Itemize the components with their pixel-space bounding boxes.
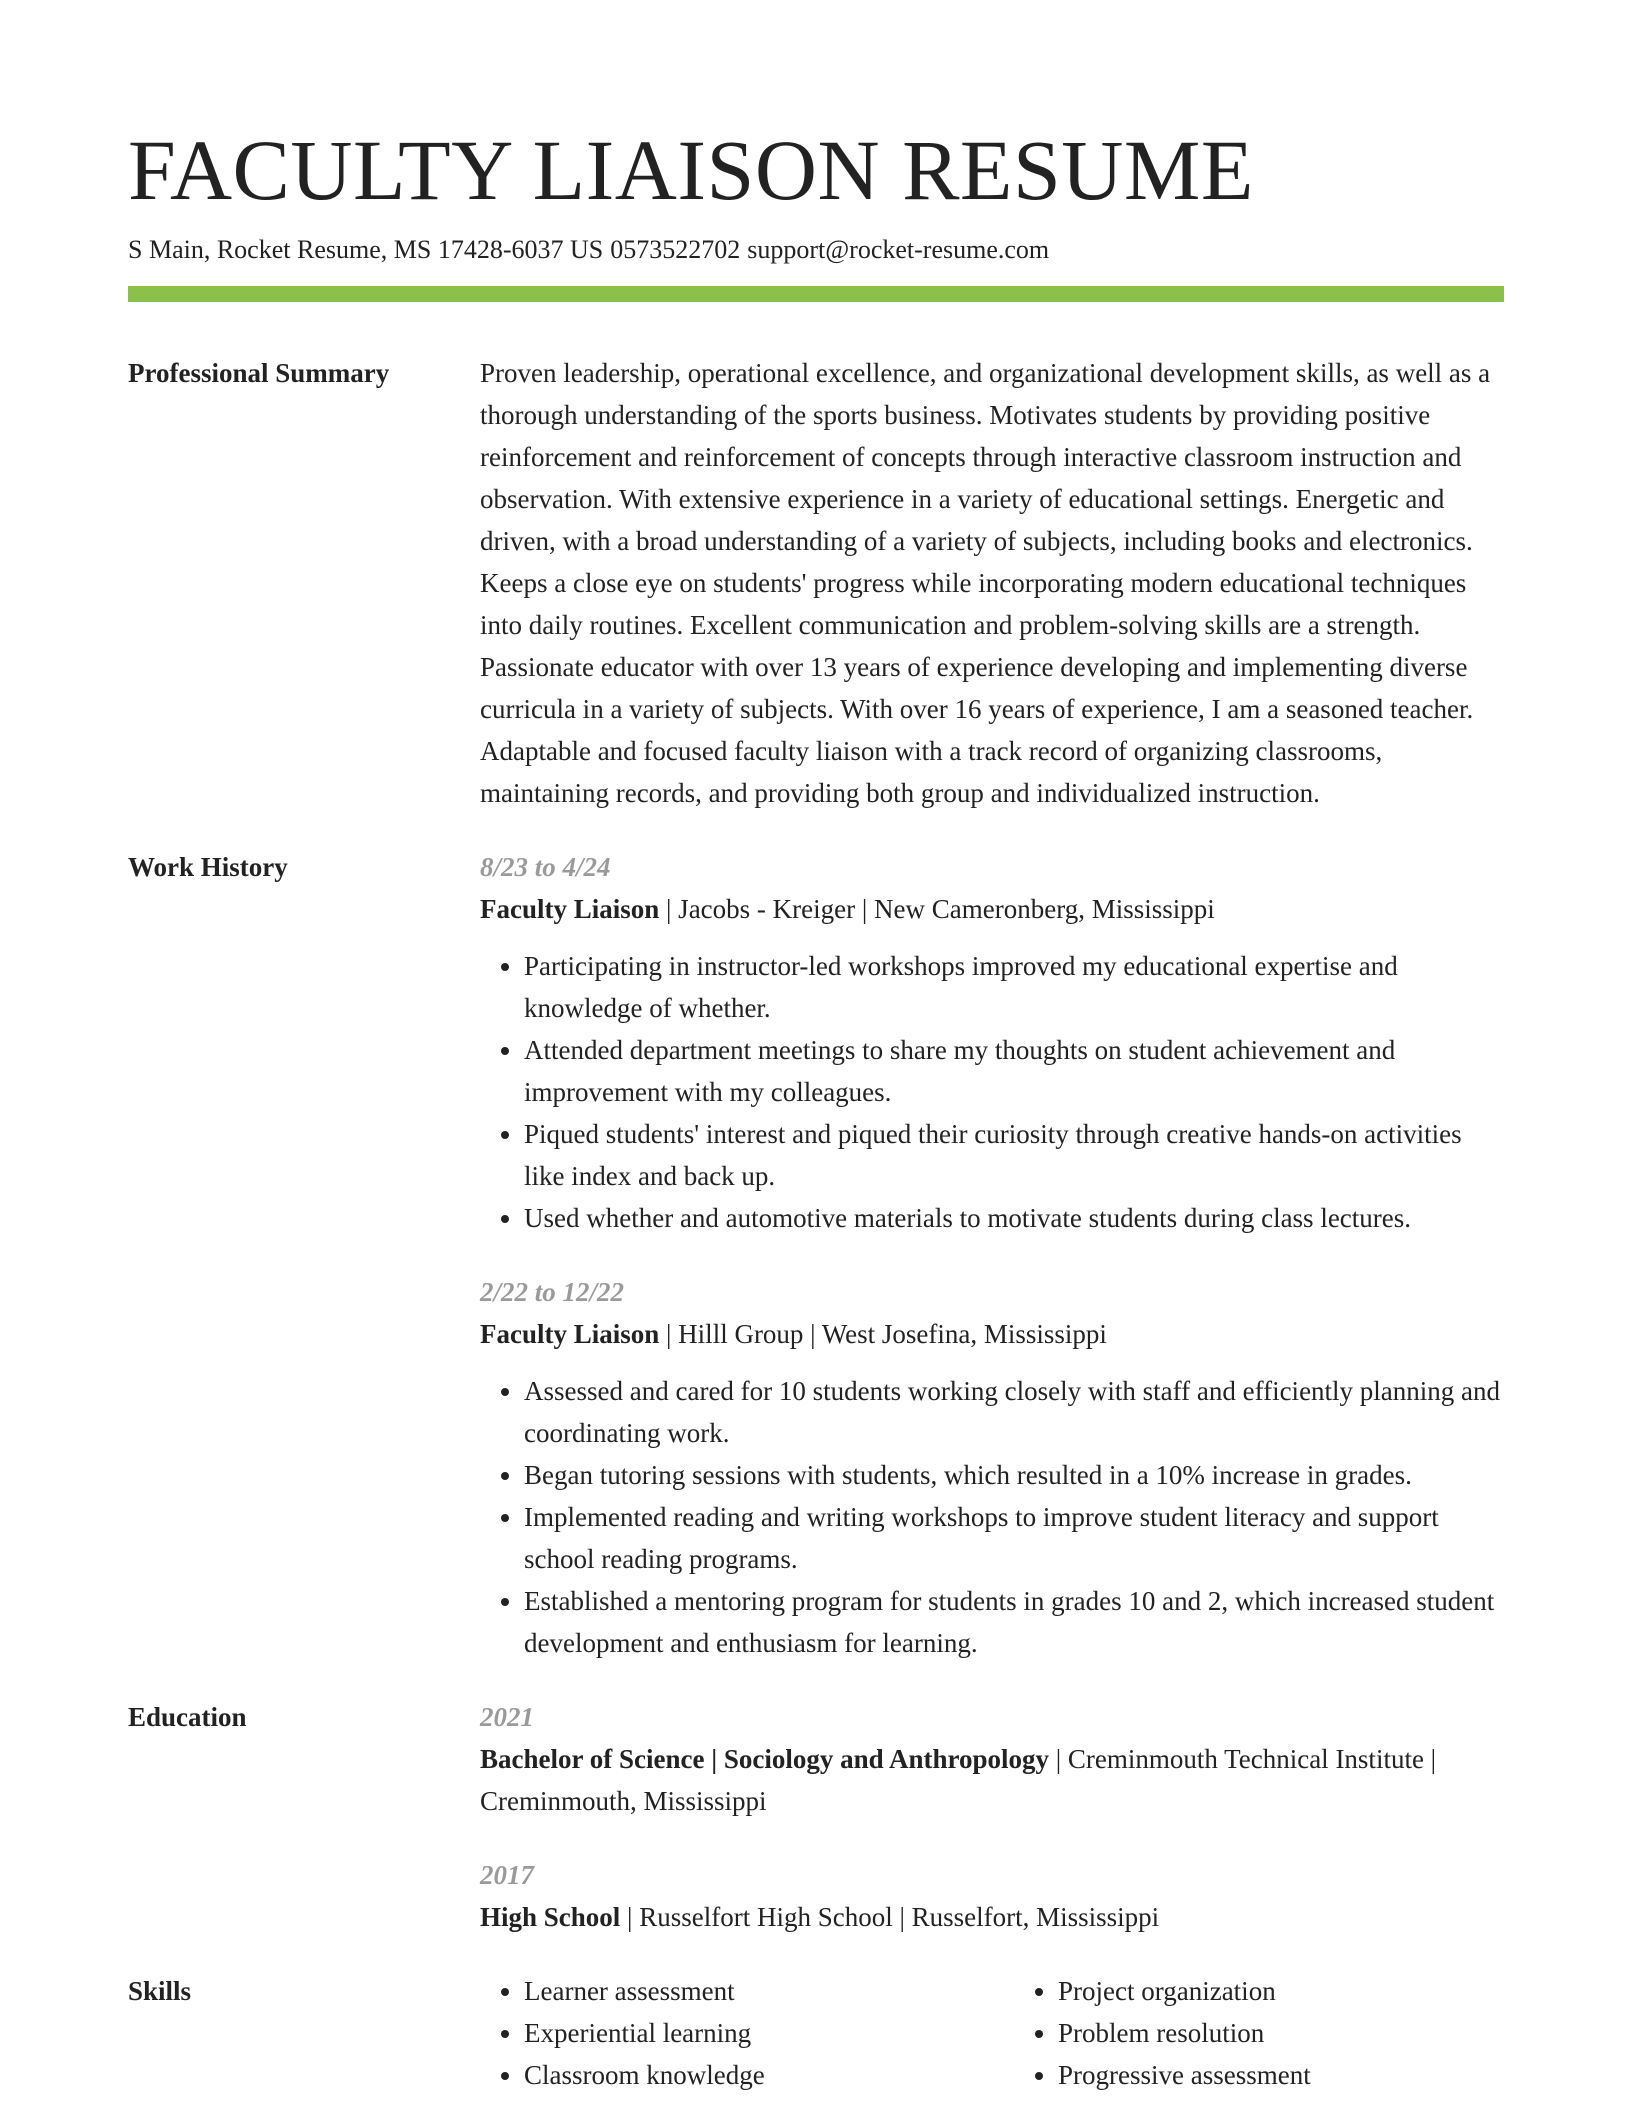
skills-column-left bbox=[480, 1970, 970, 2096]
education-entry bbox=[480, 1696, 1504, 1822]
section-skills bbox=[128, 1970, 1504, 2096]
skills-grid bbox=[480, 1970, 1504, 2096]
section-education bbox=[128, 1696, 1504, 1938]
education-list bbox=[480, 1696, 1504, 1938]
section-label-skills: Skills bbox=[128, 1976, 192, 2006]
contact-line bbox=[128, 232, 1504, 268]
job-bullet: • Implemented reading and writing workshops to improve student literacy and support school reading programs. bbox=[524, 1496, 1504, 1580]
job-title: Faculty Liaison bbox=[480, 894, 660, 924]
skill-item: • Classroom knowledge bbox=[524, 2054, 970, 2096]
job-heading bbox=[480, 888, 1504, 930]
skills-column-right bbox=[1014, 1970, 1504, 2096]
job-bullet: • Established a mentoring program for students in grades 10 and 2, which increased student development and enthusiasm for learning. bbox=[524, 1580, 1504, 1664]
skill-item: • Project organization bbox=[1058, 1970, 1504, 2012]
education-entry bbox=[480, 1854, 1504, 1938]
section-label-education: Education bbox=[128, 1702, 247, 1732]
education-details: | Creminmouth Technical Institute | Creminmouth, Mississippi bbox=[480, 1744, 1437, 1816]
job-bullet: • Began tutoring sessions with students, which resulted in a 10% increase in grades. bbox=[524, 1454, 1504, 1496]
work-history-list bbox=[480, 846, 1504, 1664]
header-divider bbox=[128, 286, 1504, 302]
education-year: 2017 bbox=[480, 1860, 534, 1890]
job-bullet: • Used whether and automotive materials to motivate students during class lectures. bbox=[524, 1197, 1504, 1239]
section-work-history bbox=[128, 846, 1504, 1664]
education-year: 2021 bbox=[480, 1702, 534, 1732]
job-entry bbox=[480, 846, 1504, 1239]
job-title: Faculty Liaison bbox=[480, 1319, 660, 1349]
job-entry bbox=[480, 1271, 1504, 1664]
skill-item: • Experiential learning bbox=[524, 2012, 970, 2054]
skill-item: • Progressive assessment bbox=[1058, 2054, 1504, 2096]
job-bullet: • Piqued students' interest and piqued their curiosity through creative hands-on activities like index and back up. bbox=[524, 1113, 1504, 1197]
job-heading bbox=[480, 1313, 1504, 1355]
skill-item: • Problem resolution bbox=[1058, 2012, 1504, 2054]
job-dates: 2/22 to 12/22 bbox=[480, 1277, 625, 1307]
skill-item: • Learner assessment bbox=[524, 1970, 970, 2012]
job-details: | Hilll Group | West Josefina, Mississippi bbox=[659, 1319, 1107, 1349]
section-label-work: Work History bbox=[128, 852, 288, 882]
job-bullet: • Attended department meetings to share my thoughts on student achievement and improvement with my colleagues. bbox=[524, 1029, 1504, 1113]
contact-email: support@rocket-resume.com bbox=[747, 235, 1050, 264]
education-degree: Bachelor of Science | Sociology and Anthropology bbox=[480, 1744, 1049, 1774]
summary-text: Proven leadership, operational excellence, and organizational development skills, as well as a thorough understanding of the sports business. Motivates students by providing positive reinforcement and reinforcement of concepts through interactive classroom instruction and observation. With extensive experience in a variety of educational settings. Energetic and driven, with a broad understanding of a variety of subjects, including books and electronics. Keeps a close eye on students' progress while incorporating modern educational techniques into daily routines. Excellent communication and problem-solving skills are a strength. Passionate educator with over 13 years of experience developing and implementing diverse curricula in a variety of subjects. With over 16 years of experience, I am a seasoned teacher. Adaptable and focused faculty liaison with a track record of organizing classrooms, maintaining records, and providing both group and individualized instruction. bbox=[480, 358, 1491, 808]
education-heading bbox=[480, 1896, 1504, 1938]
contact-address: S Main, Rocket Resume, MS 17428-6037 US bbox=[128, 235, 604, 264]
section-label-summary: Professional Summary bbox=[128, 358, 390, 388]
education-details: | Russelfort High School | Russelfort, Mississippi bbox=[620, 1902, 1160, 1932]
job-bullets bbox=[480, 1370, 1504, 1664]
contact-phone: 0573522702 bbox=[610, 235, 741, 264]
education-degree: High School bbox=[480, 1902, 621, 1932]
job-bullet: • Participating in instructor-led workshops improved my educational expertise and knowledge of whether. bbox=[524, 945, 1504, 1029]
resume-title: FACULTY LIAISON RESUME bbox=[128, 122, 1254, 218]
job-bullet: • Assessed and cared for 10 students working closely with staff and efficiently planning and coordinating work. bbox=[524, 1370, 1504, 1454]
section-professional-summary bbox=[128, 352, 1504, 814]
job-bullets bbox=[480, 945, 1504, 1239]
education-heading bbox=[480, 1738, 1504, 1822]
job-details: | Jacobs - Kreiger | New Cameronberg, Mississippi bbox=[659, 894, 1215, 924]
job-dates: 8/23 to 4/24 bbox=[480, 852, 611, 882]
